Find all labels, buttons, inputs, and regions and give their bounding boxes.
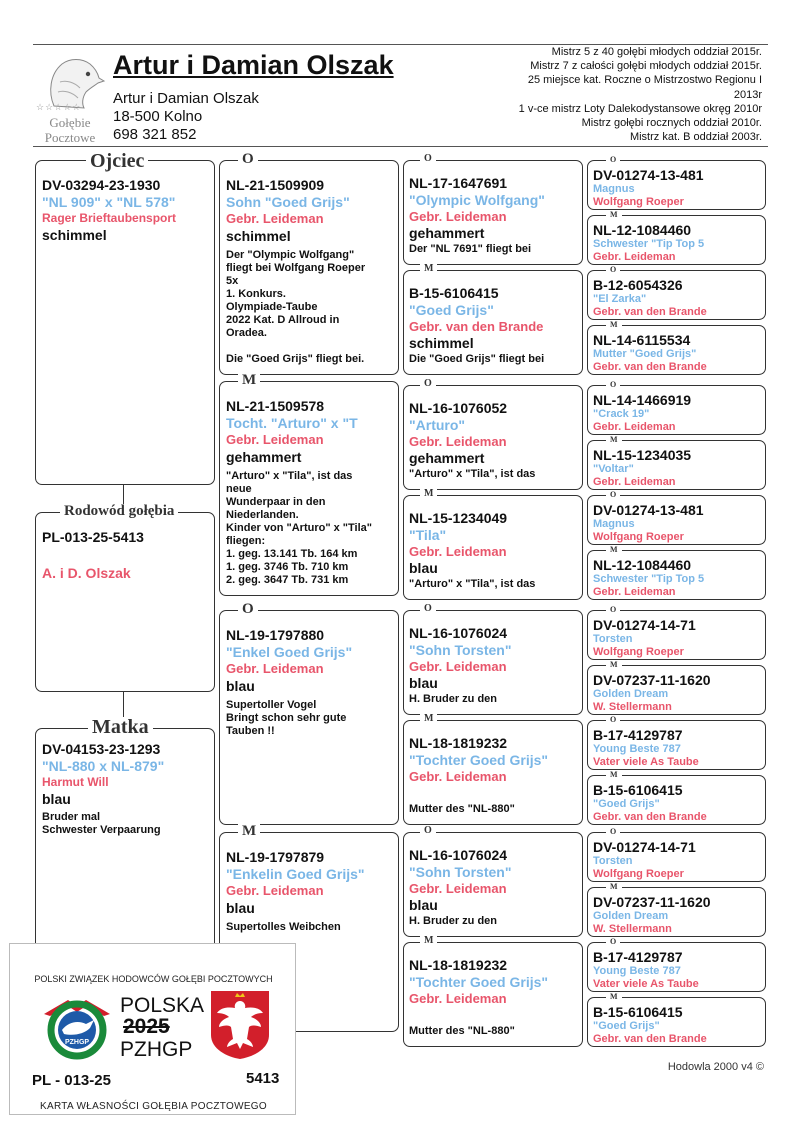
sex-tag: M <box>420 264 437 274</box>
ring-number: DV-07237-11-1620 <box>593 894 711 910</box>
pigeon-name: Young Beste 787 <box>593 965 681 977</box>
sex-tag: O <box>238 152 258 167</box>
sex-tag: O <box>606 266 620 274</box>
ring-number: DV-01274-14-71 <box>593 617 696 633</box>
gen2-box <box>219 381 399 596</box>
sex-tag: O <box>606 381 620 389</box>
sex-tag: M <box>606 211 622 219</box>
gen2-box <box>219 160 399 375</box>
achievement: 2013r <box>733 88 762 101</box>
subject-ring: PL-013-25-5413 <box>42 529 144 545</box>
pigeon-name: Young Beste 787 <box>593 743 681 755</box>
breeder: Gebr. Leideman <box>409 881 507 896</box>
father-breeder: Rager Brieftaubensport <box>42 211 177 225</box>
gen4-box <box>587 270 766 320</box>
sex-tag: M <box>420 489 437 499</box>
pigeon-note: Der "NL 7691" fliegt bei <box>409 243 532 255</box>
pigeon-name: "Crack 19" <box>593 408 650 420</box>
pigeon-color: blau <box>409 560 438 576</box>
ring-number: NL-18-1819232 <box>409 957 508 973</box>
note-line: fliegt bei Wolfgang Roeper <box>226 262 366 274</box>
note-line: Bruder mal <box>42 811 101 823</box>
pigeon-name: "Goed Grijs" <box>593 1020 660 1032</box>
sex-tag: M <box>606 883 622 891</box>
pigeon-name: "Tochter Goed Grijs" <box>409 752 549 768</box>
subject-owner: A. i D. Olszak <box>42 565 131 581</box>
header-bottom-rule <box>33 146 768 147</box>
gen3-box <box>403 495 583 600</box>
achievements-list <box>442 45 762 144</box>
note-line: Der "Olympic Wolfgang" <box>226 249 355 261</box>
breeder: Gebr. Leideman <box>409 209 507 224</box>
pigeon-color: gehammert <box>226 449 302 465</box>
gen4-box <box>587 550 766 600</box>
breeder: Gebr. Leideman <box>409 991 507 1006</box>
breeder: Vater viele As Taube <box>593 978 699 990</box>
pigeon-name: "Tila" <box>409 527 447 543</box>
pigeon-color: blau <box>226 678 255 694</box>
gen4-box <box>587 610 766 660</box>
ring-number: NL-19-1797879 <box>226 849 325 865</box>
achievement: 1 v-ce mistrz Loty Dalekodystansowe okręg 2010r <box>518 102 762 115</box>
pigeon-note: H. Bruder zu den <box>409 915 498 927</box>
pigeon-name: Sohn "Goed Grijs" <box>226 194 350 210</box>
pigeon-note: Mutter des "NL-880" <box>409 803 515 815</box>
sex-tag: O <box>420 604 436 614</box>
note-line: Schwester Verpaarung <box>42 824 161 836</box>
note-line <box>226 340 392 353</box>
card-assoc: PZHGP <box>120 1038 193 1061</box>
ring-number: NL-16-1076024 <box>409 847 508 863</box>
pigeon-name: Magnus <box>593 183 635 195</box>
ring-number: DV-07237-11-1620 <box>593 672 711 688</box>
software-credit: Hodowla 2000 v4 © <box>667 1061 764 1073</box>
breeder: Gebr. van den Brande <box>593 811 707 823</box>
pigeon-name: Mutter "Goed Grijs" <box>593 348 697 360</box>
pigeon-name: Magnus <box>593 518 635 530</box>
pigeon-name: "Sohn Torsten" <box>409 642 512 658</box>
mother-color: blau <box>42 791 71 807</box>
note-line: 2022 Kat. D Allroud in <box>226 314 340 326</box>
breeder: Gebr. van den Brande <box>593 361 707 373</box>
sex-tag: O <box>420 826 436 836</box>
gen4-box <box>587 495 766 545</box>
pigeon-name: "El Zarka" <box>593 293 647 305</box>
emblem-text: PZHGP <box>64 1039 90 1046</box>
logo-text: Gołębie Pocztowe <box>44 115 96 145</box>
note-line: Olympiade-Taube <box>226 301 318 313</box>
sex-tag: O <box>606 491 620 499</box>
card-org: POLSKI ZWIĄZEK HODOWCÓW GOŁĘBI POCZTOWYCH <box>34 974 273 984</box>
father-ring: DV-03294-23-1930 <box>42 177 161 193</box>
pigeon-name: Golden Dream <box>593 910 669 922</box>
sex-tag: O <box>606 828 620 836</box>
sex-tag: M <box>420 714 437 724</box>
gen4-box <box>587 160 766 210</box>
breeder: Gebr. van den Brande <box>409 319 544 334</box>
pigeon-name: "Enkel Goed Grijs" <box>226 644 353 660</box>
ring-number: NL-18-1819232 <box>409 735 508 751</box>
pigeon-name: Tocht. "Arturo" x "T <box>226 415 358 431</box>
breeder: Gebr. van den Brande <box>593 1033 707 1045</box>
gen4-box <box>587 832 766 882</box>
breeder: Gebr. Leideman <box>409 544 507 559</box>
pigeon-note: "Arturo" x "Tila", ist das <box>409 468 536 480</box>
card-country: POLSKA <box>120 994 205 1017</box>
pigeon-color: blau <box>409 675 438 691</box>
note-line: 1. Konkurs. <box>226 288 286 300</box>
pigeon-color: gehammert <box>409 225 485 241</box>
sex-tag: O <box>606 156 620 164</box>
mother-label: Matka <box>88 717 153 737</box>
sex-tag: M <box>606 546 622 554</box>
gen3-box <box>403 160 583 265</box>
logo <box>36 52 106 144</box>
card-footer: KARTA WŁASNOŚCI GOŁĘBIA POCZTOWEGO <box>40 1101 267 1112</box>
father-name: "NL 909" x "NL 578" <box>42 194 176 210</box>
breeder: Gebr. Leideman <box>409 434 507 449</box>
gen3-box <box>403 385 583 490</box>
gen4-box <box>587 665 766 715</box>
breeder: Gebr. Leideman <box>226 883 324 898</box>
pigeon-note: Mutter des "NL-880" <box>409 1025 515 1037</box>
sex-tag: M <box>606 993 622 1001</box>
sex-tag: M <box>238 824 260 839</box>
ring-number: NL-12-1084460 <box>593 557 692 573</box>
gen4-box <box>587 997 766 1047</box>
page-title: Artur i Damian Olszak <box>113 50 394 80</box>
sex-tag: M <box>606 436 622 444</box>
pigeon-notes <box>226 470 392 587</box>
ring-number: B-17-4129787 <box>593 727 683 743</box>
pigeon-note: "Arturo" x "Tila", ist das <box>409 578 536 590</box>
pigeon-color: gehammert <box>409 450 485 466</box>
note-line: 2. geg. 3647 Tb. 731 km <box>226 574 349 586</box>
owner-phone: 698 321 852 <box>113 126 197 143</box>
note-line: fliegen: <box>226 535 266 547</box>
gen4-box <box>587 440 766 490</box>
note-line: Oradea. <box>226 327 267 339</box>
polish-eagle-icon <box>209 989 271 1061</box>
ring-number: DV-01274-14-71 <box>593 839 696 855</box>
ring-number: NL-14-1466919 <box>593 392 692 408</box>
note-line: Tauben !! <box>226 725 275 737</box>
pigeon-color: schimmel <box>409 335 474 351</box>
pigeon-name: Torsten <box>593 855 633 867</box>
note-line: 5x <box>226 275 239 287</box>
breeder: Gebr. Leideman <box>409 769 507 784</box>
ring-number: NL-12-1084460 <box>593 222 692 238</box>
sex-tag: M <box>606 771 622 779</box>
sex-tag: M <box>420 936 437 946</box>
note-line: Supertoller Vogel <box>226 699 317 711</box>
subject-box <box>35 512 215 692</box>
ring-number: B-17-4129787 <box>593 949 683 965</box>
subject-label: Rodowód gołębia <box>60 504 178 519</box>
pigeon-color: schimmel <box>226 228 291 244</box>
mother-breeder: Harmut Will <box>42 775 109 789</box>
gen3-box <box>403 610 583 715</box>
pigeon-color: blau <box>409 897 438 913</box>
gen4-box <box>587 215 766 265</box>
breeder: W. Stellermann <box>593 923 672 935</box>
ring-number: NL-15-1234035 <box>593 447 692 463</box>
achievement: Mistrz gołębi rocznych oddział 2010r. <box>581 117 762 130</box>
note-line: Bringt schon sehr gute <box>226 712 347 724</box>
pzhgp-emblem-icon <box>38 992 116 1062</box>
gen4-box <box>587 942 766 992</box>
pigeon-name: "Olympic Wolfgang" <box>409 192 545 208</box>
pigeon-name: Schwester "Tip Top 5 <box>593 573 705 585</box>
sex-tag: M <box>606 661 622 669</box>
breeder: Gebr. Leideman <box>226 661 324 676</box>
breeder: Gebr. Leideman <box>593 586 676 598</box>
ring-number: NL-14-6115534 <box>593 332 691 348</box>
pigeon-color <box>409 785 577 802</box>
mother-notes <box>42 811 208 837</box>
achievement: Mistrz kat. B oddział 2003r. <box>629 131 762 144</box>
ring-number: DV-01274-13-481 <box>593 167 704 183</box>
ring-number: B-15-6106415 <box>409 285 499 301</box>
breeder: Vater viele As Taube <box>593 756 699 768</box>
ring-number: NL-19-1797880 <box>226 627 325 643</box>
pigeon-name: "Sohn Torsten" <box>409 864 512 880</box>
father-box <box>35 160 215 485</box>
note-line: "Arturo" x "Tila", ist das <box>226 470 353 482</box>
card-ring-number: 5413 <box>246 1070 280 1087</box>
owner-address: 18-500 Kolno <box>113 108 203 125</box>
sex-tag: M <box>238 373 260 388</box>
note-line: 1. geg. 3746 Tb. 710 km <box>226 561 349 573</box>
gen4-box <box>587 720 766 770</box>
gen3-box <box>403 720 583 825</box>
ring-number: B-12-6054326 <box>593 277 683 293</box>
gen4-box <box>587 385 766 435</box>
gen4-box <box>587 887 766 937</box>
breeder: Gebr. van den Brande <box>593 306 707 318</box>
pigeon-note: H. Bruder zu den <box>409 693 498 705</box>
breeder: Wolfgang Roeper <box>593 868 684 880</box>
note-line: Supertolles Weibchen <box>226 921 341 933</box>
pigeon-name: "Tochter Goed Grijs" <box>409 974 549 990</box>
breeder: Wolfgang Roeper <box>593 196 684 208</box>
ring-number: DV-01274-13-481 <box>593 502 704 518</box>
ring-number: NL-21-1509909 <box>226 177 325 193</box>
gen4-box <box>587 325 766 375</box>
breeder: Gebr. Leideman <box>409 659 507 674</box>
pigeon-note: Die "Goed Grijs" fliegt bei <box>409 353 545 365</box>
pigeon-color <box>409 1007 577 1024</box>
pigeon-notes <box>226 921 392 934</box>
sex-tag: M <box>606 321 622 329</box>
ring-number: B-15-6106415 <box>593 782 683 798</box>
mother-name: "NL-880 x NL-879" <box>42 758 165 774</box>
pigeon-name: Golden Dream <box>593 688 669 700</box>
pigeon-name: "Enkelin Goed Grijs" <box>226 866 365 882</box>
pigeon-name: Schwester "Tip Top 5 <box>593 238 705 250</box>
sex-tag: O <box>420 154 436 164</box>
ring-number: NL-15-1234049 <box>409 510 508 526</box>
gen4-box <box>587 775 766 825</box>
breeder: Wolfgang Roeper <box>593 646 684 658</box>
note-line: Die "Goed Grijs" fliegt bei. <box>226 353 365 365</box>
achievement: 25 miejsce kat. Roczne o Mistrzostwo Regionu I <box>527 74 762 87</box>
mother-ring: DV-04153-23-1293 <box>42 741 161 757</box>
breeder: Gebr. Leideman <box>226 211 324 226</box>
gen3-box <box>403 942 583 1047</box>
note-line: Wunderpaar in den <box>226 496 326 508</box>
note-line: neue <box>226 483 252 495</box>
card-ring-prefix: PL - 013-25 <box>32 1072 111 1089</box>
logo-stars: ☆☆☆☆☆ <box>36 102 82 112</box>
pigeon-name: "Voltar" <box>593 463 634 475</box>
note-line: Niederlanden. <box>226 509 299 521</box>
sex-tag: O <box>606 606 620 614</box>
card-year: 2025 <box>123 1015 170 1038</box>
ring-number: NL-16-1076052 <box>409 400 508 416</box>
note-line: Kinder von "Arturo" x "Tila" <box>226 522 372 534</box>
gen2-box <box>219 610 399 825</box>
gen3-box <box>403 832 583 937</box>
note-line: 1. geg. 13.141 Tb. 164 km <box>226 548 358 560</box>
breeder: Wolfgang Roeper <box>593 531 684 543</box>
pigeon-name: "Goed Grijs" <box>409 302 494 318</box>
owner-name: Artur i Damian Olszak <box>113 90 259 107</box>
ring-number: NL-16-1076024 <box>409 625 508 641</box>
pigeon-name: "Arturo" <box>409 417 466 433</box>
gen3-box <box>403 270 583 375</box>
father-color: schimmel <box>42 227 107 243</box>
ring-number: B-15-6106415 <box>593 1004 683 1020</box>
ring-number: NL-17-1647691 <box>409 175 508 191</box>
achievement: Mistrz 5 z 40 gołębi młodych oddział 2015r. <box>551 46 762 58</box>
pigeon-color: blau <box>226 900 255 916</box>
breeder: Gebr. Leideman <box>593 421 676 433</box>
ownership-card <box>9 943 296 1115</box>
breeder: W. Stellermann <box>593 701 672 713</box>
sex-tag: O <box>606 938 620 946</box>
sex-tag: O <box>238 602 258 617</box>
sex-tag: O <box>420 379 436 389</box>
pigeon-notes <box>226 249 392 366</box>
breeder: Gebr. Leideman <box>226 432 324 447</box>
pigeon-name: "Goed Grijs" <box>593 798 660 810</box>
breeder: Gebr. Leideman <box>593 251 676 263</box>
achievement: Mistrz 7 z całości gołębi młodych oddział 2015r. <box>530 60 762 73</box>
breeder: Gebr. Leideman <box>593 476 676 488</box>
pigeon-name: Torsten <box>593 633 633 645</box>
ring-number: NL-21-1509578 <box>226 398 325 414</box>
father-label: Ojciec <box>86 151 148 171</box>
sex-tag: O <box>606 716 620 724</box>
pigeon-notes <box>226 699 392 738</box>
